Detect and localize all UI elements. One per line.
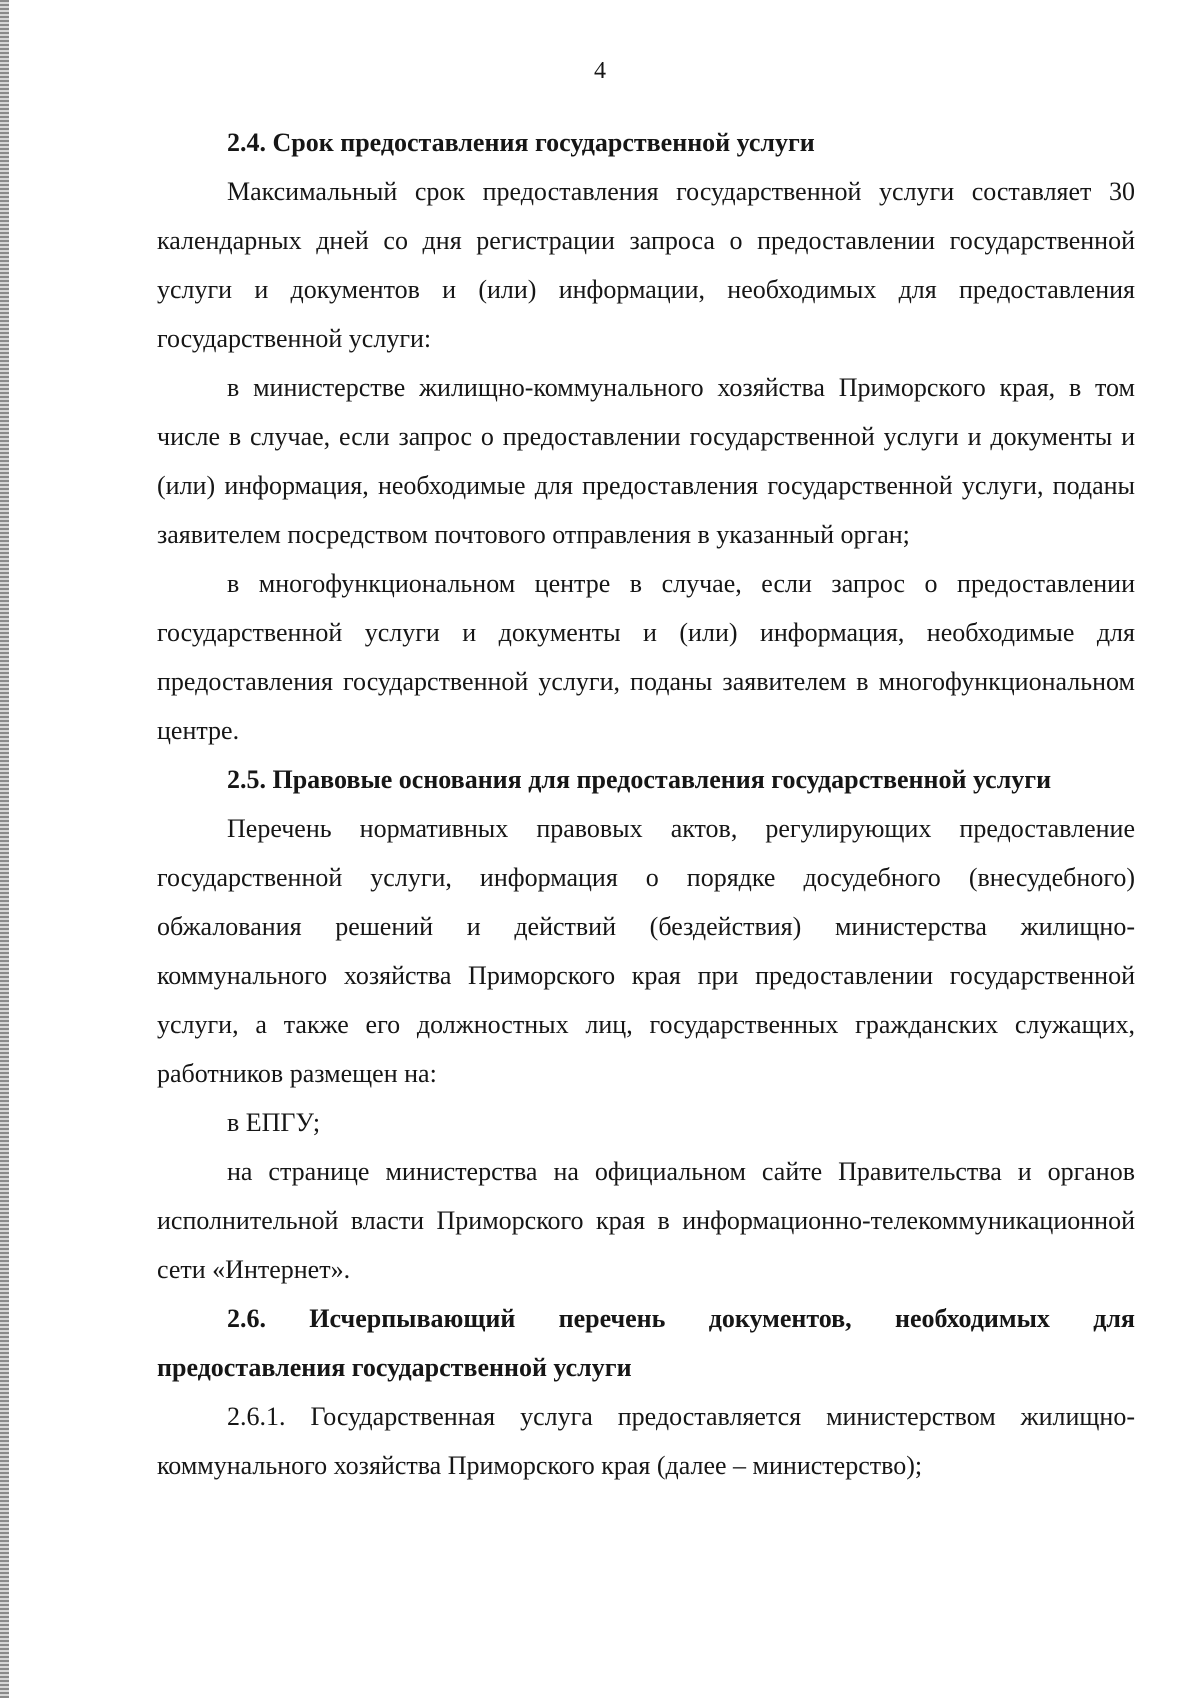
section-heading-2-6: 2.6. Исчерпывающий перечень документов, необходимых для предоставления государственной услуги: [157, 1304, 1135, 1382]
paragraph-ministry-case: в министерстве жилищно-коммунального хозяйства Приморского края, в том числе в случае, если запрос о предоставлении государственной услуги и документы и (или) информация, необходимые для предоставления государственной услуги, поданы заявителем посредством почтового отправления в указанный орган;: [157, 373, 1135, 549]
paragraph-max-term: Максимальный срок предоставления государственной услуги составляет 30 календарных дней со дня регистрации запроса о предоставлении государственной услуги и документов и (или) информации, необходимых для предоставления государственной услуги:: [157, 177, 1135, 353]
section-heading-2-4: 2.4. Срок предоставления государственной услуги: [227, 128, 815, 157]
paragraph-epgu: в ЕПГУ;: [227, 1108, 321, 1137]
paragraph-legal-acts: Перечень нормативных правовых актов, регулирующих предоставление государственной услуги, информация о порядке досудебного (внесудебного) обжалования решений и действий (бездействия) министерства жилищно-коммунального хозяйства Приморского края при предоставлении государственной услуги, а также его должностных лиц, государственных гражданских служащих, работников размещен на:: [157, 814, 1135, 1088]
paragraph-mfc-case: в многофункциональном центре в случае, если запрос о предоставлении государственной услуги и документы и (или) информация, необходимые для предоставления государственной услуги, поданы заявителем в многофункциональном центре.: [157, 569, 1135, 745]
scan-edge: [0, 0, 9, 1698]
page-number: 4: [594, 58, 606, 84]
document-body: [157, 118, 1135, 1490]
section-heading-2-5: 2.5. Правовые основания для предоставления государственной услуги: [227, 765, 1052, 794]
paragraph-official-site: на странице министерства на официальном сайте Правительства и органов исполнительной власти Приморского края в информационно-телекоммуникационной сети «Интернет».: [157, 1157, 1135, 1284]
paragraph-2-6-1: 2.6.1. Государственная услуга предоставляется министерством жилищно-коммунального хозяйства Приморского края (далее – министерство);: [157, 1402, 1135, 1480]
